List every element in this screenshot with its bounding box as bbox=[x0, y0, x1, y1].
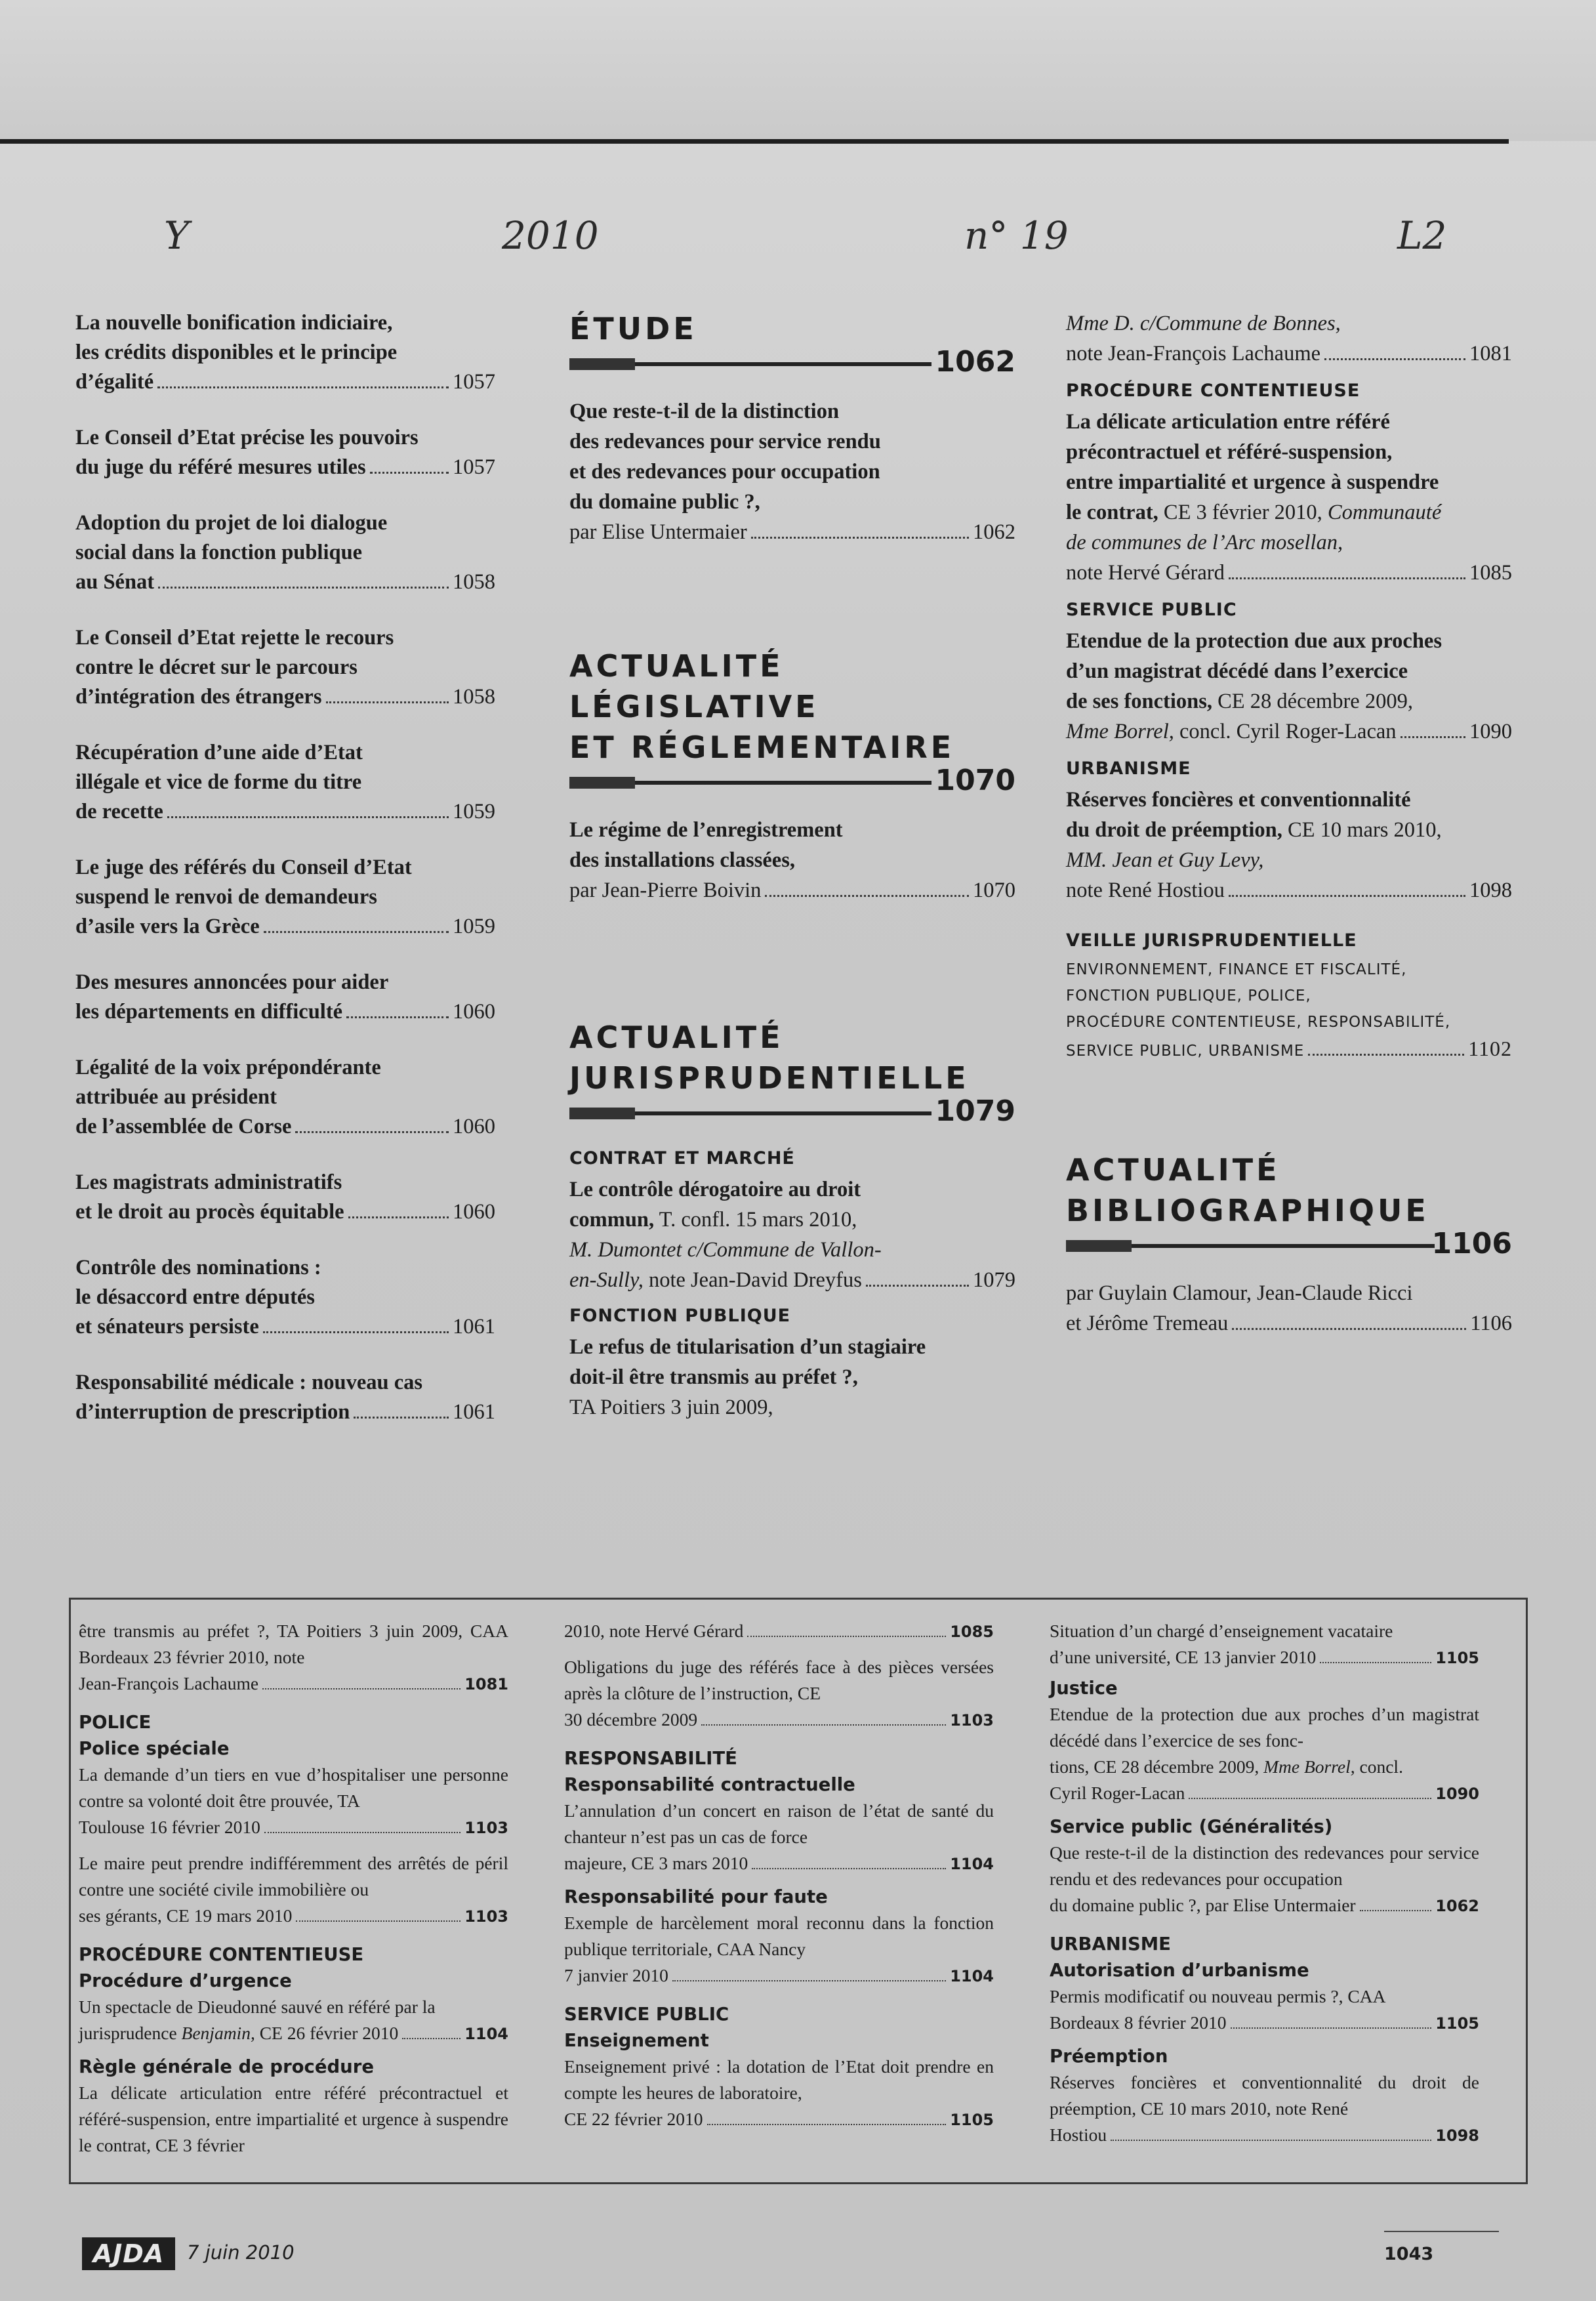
dot-leader bbox=[1360, 1910, 1432, 1911]
toc-entry[interactable] bbox=[1066, 308, 1512, 369]
entry-line: Mme Borrel, bbox=[1066, 720, 1174, 743]
entry-line: et le droit au procès équitable bbox=[75, 1200, 344, 1224]
index-text: CE 26 février 2010 bbox=[255, 2023, 399, 2043]
section-page-number: 1062 bbox=[935, 345, 1015, 379]
entry-line: La délicate articulation entre référé bbox=[1066, 410, 1390, 434]
index-text: Que reste-t-il de la distinction des redevances pour service rendu et des redevances pour occupation bbox=[1050, 1842, 1479, 1889]
index-text: 7 janvier 2010 bbox=[564, 1965, 668, 1985]
index-entry[interactable] bbox=[564, 1618, 994, 1645]
handwritten-note-3: n° 19 bbox=[964, 213, 1069, 258]
dot-leader bbox=[866, 1285, 969, 1287]
veille-line: ENVIRONNEMENT, FINANCE ET FISCALITÉ, bbox=[1066, 961, 1407, 978]
dot-leader bbox=[346, 1016, 449, 1018]
dot-leader bbox=[701, 1724, 946, 1726]
page-number: 1081 bbox=[464, 1675, 508, 1693]
index-text: tions, CE 28 décembre 2009, bbox=[1050, 1756, 1264, 1777]
entry-line: Responsabilité médicale : nouveau cas bbox=[75, 1371, 423, 1394]
veille-line: PROCÉDURE CONTENTIEUSE, RESPONSABILITÉ, bbox=[1066, 1014, 1451, 1031]
page-number: 1090 bbox=[1469, 720, 1512, 743]
toc-entry[interactable] bbox=[569, 1332, 1015, 1422]
index-subcategory: Enseignement bbox=[564, 2030, 709, 2051]
page-number: 1102 bbox=[1468, 1037, 1512, 1060]
entry-line: du juge du référé mesures utiles bbox=[75, 455, 366, 479]
toc-entry[interactable] bbox=[75, 508, 495, 597]
index-text: d’une université, CE 13 janvier 2010 bbox=[1050, 1647, 1317, 1667]
page-number: 1057 bbox=[453, 370, 495, 394]
entry-line: M. Dumontet c/Commune de Vallon- bbox=[569, 1238, 882, 1262]
entry-line: social dans la fonction publique bbox=[75, 541, 363, 564]
entry-line: Légalité de la voix prépondérante bbox=[75, 1056, 381, 1079]
entry-line: note René Hostiou bbox=[1066, 879, 1225, 902]
entry-line: note Jean-François Lachaume bbox=[1066, 342, 1321, 365]
entry-line: de communes de l’Arc mosellan, bbox=[1066, 531, 1343, 554]
toc-entry[interactable] bbox=[1066, 785, 1512, 905]
page-number: 1085 bbox=[1469, 561, 1512, 585]
toc-entry[interactable] bbox=[569, 815, 1015, 905]
index-text: 30 décembre 2009 bbox=[564, 1709, 698, 1730]
entry-line: Le contrôle dérogatoire au droit bbox=[569, 1178, 861, 1201]
toc-entry[interactable] bbox=[1066, 957, 1512, 1064]
toc-entry[interactable] bbox=[75, 308, 495, 397]
index-text: L’annulation d’un concert en raison de l’état de santé du chanteur n’est pas un cas de force bbox=[564, 1800, 994, 1847]
entry-line: d’interruption de prescription bbox=[75, 1400, 350, 1424]
section-title: ÉTUDE bbox=[569, 311, 697, 346]
index-text: Réserves foncières et conventionnalité du droit de préemption, CE 10 mars 2010, note René bbox=[1050, 2072, 1479, 2119]
page-number: 1058 bbox=[453, 685, 495, 709]
entry-line: Le Conseil d’Etat rejette le recours bbox=[75, 626, 394, 650]
legislative-section bbox=[569, 646, 1015, 905]
bar-thick bbox=[569, 1108, 635, 1119]
entry-line: Le régime de l’enregistrement bbox=[569, 818, 843, 842]
toc-entry[interactable] bbox=[1066, 626, 1512, 747]
dot-leader bbox=[1320, 1662, 1431, 1663]
category-heading: SERVICE PUBLIC bbox=[1066, 600, 1237, 620]
section-bar bbox=[1066, 1227, 1512, 1264]
folio-page-number: 1043 bbox=[1384, 2244, 1434, 2264]
entry-line: attribuée au président bbox=[75, 1085, 277, 1109]
dot-leader bbox=[1308, 1054, 1464, 1056]
entry-line: des installations classées, bbox=[569, 848, 795, 872]
page-number: 1058 bbox=[453, 570, 495, 594]
dot-leader bbox=[751, 537, 969, 539]
entry-line: d’un magistrat décédé dans l’exercice bbox=[1066, 659, 1408, 683]
toc-entry[interactable] bbox=[569, 396, 1015, 547]
dot-leader bbox=[1231, 2027, 1432, 2029]
page-number: 1103 bbox=[464, 1819, 508, 1837]
index-text: du domaine public ?, par Elise Untermaier bbox=[1050, 1895, 1356, 1915]
toc-entry[interactable] bbox=[75, 1368, 495, 1427]
page-number: 1059 bbox=[453, 800, 495, 823]
page-number: 1104 bbox=[950, 1967, 994, 1985]
page-number: 1105 bbox=[1435, 1649, 1479, 1667]
entry-line: et Jérôme Tremeau bbox=[1066, 1312, 1229, 1335]
studies-column bbox=[569, 308, 1015, 1422]
veille-line: SERVICE PUBLIC, URBANISME bbox=[1066, 1043, 1305, 1060]
footer-rule bbox=[1384, 2231, 1499, 2232]
toc-entry[interactable] bbox=[75, 1053, 495, 1142]
entry-line: Les magistrats administratifs bbox=[75, 1171, 342, 1194]
index-text: Enseignement privé : la dotation de l’Etat doit prendre en compte les heures de laboratoire, bbox=[564, 2056, 994, 2103]
entry-line: d’égalité bbox=[75, 370, 154, 394]
section-page-number: 1070 bbox=[935, 764, 1015, 797]
author: par Elise Untermaier bbox=[569, 520, 747, 544]
page-number: 1061 bbox=[453, 1400, 495, 1424]
index-entry[interactable] bbox=[564, 1962, 994, 1989]
index-text: Situation d’un chargé d’enseignement vacataire bbox=[1050, 1621, 1393, 1641]
dot-leader bbox=[354, 1417, 449, 1419]
entry-line: CE 10 mars 2010, bbox=[1282, 818, 1442, 842]
index-entry[interactable] bbox=[564, 1850, 994, 1877]
section-bar bbox=[569, 764, 1015, 800]
index-text: CE 22 février 2010 bbox=[564, 2109, 703, 2129]
toc-entry[interactable] bbox=[75, 1253, 495, 1342]
index-entry[interactable] bbox=[1050, 1780, 1479, 1807]
page-number: 1098 bbox=[1469, 879, 1512, 902]
index-text: Mme Borrel, bbox=[1263, 1756, 1355, 1777]
index-entry[interactable] bbox=[79, 1670, 508, 1697]
index-text: Cyril Roger-Lacan bbox=[1050, 1783, 1185, 1803]
entry-line: d’intégration des étrangers bbox=[75, 685, 322, 709]
index-text: Benjamin, bbox=[181, 2023, 255, 2043]
dot-leader bbox=[1324, 358, 1465, 360]
thematic-index-box bbox=[69, 1598, 1528, 2184]
dot-leader bbox=[1111, 2140, 1431, 2141]
page-number: 1098 bbox=[1435, 2126, 1479, 2145]
dot-leader bbox=[402, 2038, 460, 2039]
entry-line: Communauté bbox=[1327, 501, 1442, 524]
page-number: 1062 bbox=[1435, 1897, 1479, 1915]
category-heading: PROCÉDURE CONTENTIEUSE bbox=[1066, 381, 1361, 401]
section-title: JURISPRUDENTIELLE bbox=[569, 1060, 970, 1096]
page-number: 1057 bbox=[453, 455, 495, 479]
entry-line: et des redevances pour occupation bbox=[569, 460, 880, 484]
entry-line: Des mesures annoncées pour aider bbox=[75, 970, 389, 994]
entry-line: Le Conseil d’Etat précise les pouvoirs bbox=[75, 426, 419, 449]
index-subcategory: Police spéciale bbox=[79, 1738, 230, 1759]
entry-line: d’asile vers la Grèce bbox=[75, 915, 260, 938]
toc-entry[interactable] bbox=[75, 1168, 495, 1227]
handwritten-note-4: L2 bbox=[1397, 213, 1447, 258]
section-bar bbox=[569, 1094, 1015, 1131]
index-text: Obligations du juge des référés face à des pièces versées après la clôture de l’instruction, CE bbox=[564, 1657, 994, 1703]
index-entry[interactable] bbox=[1050, 1892, 1479, 1919]
handwritten-note-1: Y bbox=[164, 213, 190, 258]
entry-line: doit-il être transmis au préfet ?, bbox=[569, 1365, 858, 1389]
dot-leader bbox=[264, 1832, 460, 1833]
page-number: 1060 bbox=[453, 1000, 495, 1024]
index-text: Un spectacle de Dieudonné sauvé en référé par la bbox=[79, 1997, 436, 2017]
toc-entry[interactable] bbox=[75, 853, 495, 942]
page-number: 1104 bbox=[950, 1855, 994, 1873]
entry-line: le désaccord entre députés bbox=[75, 1285, 315, 1309]
index-category: PROCÉDURE CONTENTIEUSE bbox=[79, 1944, 364, 1965]
index-text: Permis modificatif ou nouveau permis ?, CAA bbox=[1050, 1986, 1386, 2006]
entry-line: au Sénat bbox=[75, 570, 155, 594]
entry-line: concl. Cyril Roger-Lacan bbox=[1174, 720, 1397, 743]
index-subcategory: Responsabilité pour faute bbox=[564, 1886, 828, 1907]
entry-line: contre le décret sur le parcours bbox=[75, 655, 358, 679]
dot-leader bbox=[296, 1920, 460, 1922]
entry-line: TA Poitiers 3 juin 2009, bbox=[569, 1396, 773, 1419]
bar-thin bbox=[635, 781, 931, 785]
dot-leader bbox=[672, 1980, 946, 1981]
news-column bbox=[75, 308, 495, 1453]
page-number: 1105 bbox=[950, 2111, 994, 2129]
entry-line: CE 3 février 2010, bbox=[1158, 501, 1328, 524]
entry-line: de recette bbox=[75, 800, 163, 823]
entry-line: Le juge des référés du Conseil d’Etat bbox=[75, 856, 412, 879]
entry-line: MM. Jean et Guy Levy, bbox=[1066, 848, 1264, 872]
category-heading: URBANISME bbox=[1066, 758, 1191, 779]
index-subcategory: Responsabilité contractuelle bbox=[564, 1774, 855, 1795]
index-text: concl. bbox=[1355, 1756, 1403, 1777]
entry-line: les départements en difficulté bbox=[75, 1000, 343, 1024]
page-number: 1070 bbox=[973, 879, 1015, 902]
toc-entry[interactable] bbox=[75, 968, 495, 1027]
index-category: RESPONSABILITÉ bbox=[564, 1748, 737, 1769]
section-page-number: 1106 bbox=[1431, 1227, 1512, 1260]
etude-section bbox=[569, 308, 1015, 547]
index-text: jurisprudence bbox=[79, 2023, 182, 2043]
section-title: ACTUALITÉ LÉGISLATIVE bbox=[569, 648, 819, 724]
page-number: 1081 bbox=[1469, 342, 1512, 365]
index-subcategory: Justice bbox=[1050, 1678, 1118, 1699]
dot-leader bbox=[752, 1868, 946, 1869]
entry-line: note Jean-David Dreyfus bbox=[643, 1268, 862, 1292]
section-bar bbox=[569, 345, 1015, 382]
dot-leader bbox=[348, 1216, 449, 1218]
index-text: La demande d’un tiers en vue d’hospitaliser une personne contre sa volonté doit être prouvée, TA bbox=[79, 1764, 508, 1811]
entry-line: des redevances pour service rendu bbox=[569, 430, 881, 453]
entry-line: en-Sully, bbox=[569, 1268, 644, 1292]
index-text: Le maire peut prendre indifféremment des arrêtés de péril contre une société civile immobilière ou bbox=[79, 1853, 508, 1899]
author: par Jean-Pierre Boivin bbox=[569, 879, 762, 902]
entry-line: les crédits disponibles et le principe bbox=[75, 341, 398, 364]
index-column-1 bbox=[79, 1618, 508, 2159]
dot-leader bbox=[295, 1131, 449, 1133]
index-text: Bordeaux 8 février 2010 bbox=[1050, 2012, 1227, 2033]
toc-entry[interactable] bbox=[75, 623, 495, 712]
index-subcategory: Préemption bbox=[1050, 2046, 1168, 2067]
category-heading: FONCTION PUBLIQUE bbox=[569, 1306, 791, 1326]
dot-leader bbox=[707, 2124, 947, 2125]
toc-entry[interactable] bbox=[1066, 407, 1512, 588]
toc-entry[interactable] bbox=[75, 738, 495, 827]
bar-thick bbox=[1066, 1240, 1132, 1252]
dot-leader bbox=[1189, 1798, 1431, 1799]
bar-thick bbox=[569, 777, 635, 789]
index-subcategory: Autorisation d’urbanisme bbox=[1050, 1960, 1309, 1981]
section-title: BIBLIOGRAPHIQUE bbox=[1066, 1193, 1429, 1228]
entry-line: Etendue de la protection due aux proches bbox=[1066, 629, 1443, 653]
entry-line: et sénateurs persiste bbox=[75, 1315, 259, 1338]
header-faded-band bbox=[977, 92, 1502, 131]
entry-line: Le refus de titularisation d’un stagiaire bbox=[569, 1335, 926, 1359]
toc-entry[interactable] bbox=[569, 1174, 1015, 1295]
entry-line: illégale et vice de forme du titre bbox=[75, 770, 362, 794]
handwritten-note-2: 2010 bbox=[502, 213, 599, 258]
page-number: 1085 bbox=[950, 1623, 994, 1641]
entry-line: Que reste-t-il de la distinction bbox=[569, 400, 840, 423]
index-entry[interactable] bbox=[564, 1707, 994, 1733]
index-entry[interactable] bbox=[79, 1814, 508, 1841]
page-number: 1059 bbox=[453, 915, 495, 938]
index-entry[interactable] bbox=[1050, 2122, 1479, 2149]
index-column-3 bbox=[1050, 1618, 1479, 2149]
page-number: 1105 bbox=[1435, 2014, 1479, 2033]
dot-leader bbox=[1401, 736, 1465, 738]
dot-leader bbox=[747, 1636, 946, 1637]
right-column bbox=[1066, 308, 1512, 1338]
dot-leader bbox=[158, 587, 449, 589]
dot-leader bbox=[157, 386, 449, 388]
category-heading: CONTRAT ET MARCHÉ bbox=[569, 1148, 795, 1169]
toc-entry[interactable] bbox=[75, 423, 495, 482]
page-number: 1106 bbox=[1470, 1312, 1512, 1335]
index-text: 2010, note Hervé Gérard bbox=[564, 1621, 744, 1641]
index-subcategory: Procédure d’urgence bbox=[79, 1970, 292, 1991]
veille-line: FONCTION PUBLIQUE, POLICE, bbox=[1066, 987, 1311, 1005]
page-number: 1090 bbox=[1435, 1785, 1479, 1803]
bar-thin bbox=[635, 1111, 931, 1115]
entry-line: note Hervé Gérard bbox=[1066, 561, 1225, 585]
page-number: 1060 bbox=[453, 1200, 495, 1224]
index-subcategory: Service public (Généralités) bbox=[1050, 1816, 1333, 1837]
entry-line: du domaine public ?, bbox=[569, 490, 760, 514]
page-number: 1061 bbox=[453, 1315, 495, 1338]
ajda-logo: AJDA bbox=[82, 2237, 175, 2270]
index-category: POLICE bbox=[79, 1712, 152, 1733]
section-title: ACTUALITÉ bbox=[569, 1020, 784, 1055]
index-column-2 bbox=[564, 1618, 994, 2133]
dot-leader bbox=[1229, 895, 1465, 897]
dot-leader bbox=[167, 816, 449, 818]
section-title: ET RÉGLEMENTAIRE bbox=[569, 730, 955, 765]
index-subcategory: Règle générale de procédure bbox=[79, 2056, 374, 2077]
section-title: ACTUALITÉ bbox=[1066, 1152, 1280, 1188]
entry-line: Mme D. c/Commune de Bonnes, bbox=[1066, 312, 1341, 335]
dot-leader bbox=[370, 472, 449, 474]
bibliography-section bbox=[1066, 1150, 1512, 1338]
index-text: La délicate articulation entre référé précontractuel et référé-suspension, entre impartialité et urgence à suspendre le contrat, CE 3 février bbox=[79, 2083, 508, 2155]
bar-thin bbox=[1132, 1244, 1435, 1248]
dot-leader bbox=[264, 931, 449, 933]
section-page-number: 1079 bbox=[935, 1094, 1015, 1128]
toc-entry[interactable] bbox=[1066, 1278, 1512, 1338]
page-number: 1060 bbox=[453, 1115, 495, 1138]
dot-leader bbox=[263, 1331, 449, 1333]
entry-line: La nouvelle bonification indiciaire, bbox=[75, 311, 393, 335]
issue-date: 7 juin 2010 bbox=[187, 2241, 295, 2264]
header-rule bbox=[0, 139, 1509, 144]
entry-line: précontractuel et référé-suspension, bbox=[1066, 440, 1393, 464]
index-category: SERVICE PUBLIC bbox=[564, 2004, 729, 2025]
entry-line: Contrôle des nominations : bbox=[75, 1256, 321, 1279]
page-number: 1079 bbox=[973, 1268, 1015, 1292]
index-text: majeure, CE 3 mars 2010 bbox=[564, 1853, 748, 1873]
entry-line: du droit de préemption, bbox=[1066, 818, 1282, 842]
category-heading: VEILLE JURISPRUDENTIELLE bbox=[1066, 930, 1357, 951]
index-entry[interactable] bbox=[79, 1903, 508, 1930]
index-text: Toulouse 16 février 2010 bbox=[79, 1817, 260, 1837]
entry-line: entre impartialité et urgence à suspendre bbox=[1066, 470, 1439, 494]
index-text: Etendue de la protection due aux proches d’un magistrat décédé dans l’exercice de ses fonc- bbox=[1050, 1704, 1479, 1751]
index-text: Hostiou bbox=[1050, 2125, 1107, 2145]
entry-line: Adoption du projet de loi dialogue bbox=[75, 511, 388, 535]
entry-line: de ses fonctions, bbox=[1066, 690, 1212, 713]
entry-line: suspend le renvoi de demandeurs bbox=[75, 885, 377, 909]
index-entry[interactable] bbox=[564, 2106, 994, 2133]
dot-leader bbox=[1229, 577, 1465, 579]
index-text: ses gérants, CE 19 mars 2010 bbox=[79, 1905, 293, 1926]
entry-line: commun, bbox=[569, 1208, 655, 1232]
index-text: Exemple de harcèlement moral reconnu dans la fonction publique territoriale, CAA Nancy bbox=[564, 1913, 994, 1959]
dot-leader bbox=[1232, 1328, 1466, 1330]
bar-thin bbox=[635, 362, 931, 366]
index-category: URBANISME bbox=[1050, 1934, 1171, 1955]
dot-leader bbox=[765, 895, 969, 897]
entry-line: CE 28 décembre 2009, bbox=[1212, 690, 1413, 713]
page-number: 1103 bbox=[950, 1711, 994, 1730]
index-entry[interactable] bbox=[79, 2020, 508, 2047]
index-entry[interactable] bbox=[1050, 2010, 1479, 2037]
dot-leader bbox=[326, 701, 449, 703]
entry-line: Récupération d’une aide d’Etat bbox=[75, 741, 363, 764]
index-text: Jean-François Lachaume bbox=[79, 1673, 259, 1693]
dot-leader bbox=[262, 1688, 460, 1689]
jurisprudence-section bbox=[569, 1017, 1015, 1422]
index-text: être transmis au préfet ?, TA Poitiers 3 juin 2009, CAA Bordeaux 23 février 2010, note bbox=[79, 1621, 508, 1667]
page-number: 1104 bbox=[464, 2025, 508, 2043]
page-number: 1062 bbox=[973, 520, 1015, 544]
page-number: 1103 bbox=[464, 1907, 508, 1926]
entry-line: de l’assemblée de Corse bbox=[75, 1115, 292, 1138]
entry-line: par Guylain Clamour, Jean-Claude Ricci bbox=[1066, 1281, 1413, 1305]
index-entry[interactable] bbox=[1050, 1644, 1479, 1671]
bar-thick bbox=[569, 358, 635, 370]
entry-line: T. confl. 15 mars 2010, bbox=[654, 1208, 857, 1232]
entry-line: le contrat, bbox=[1066, 501, 1158, 524]
entry-line: Réserves foncières et conventionnalité bbox=[1066, 788, 1411, 812]
